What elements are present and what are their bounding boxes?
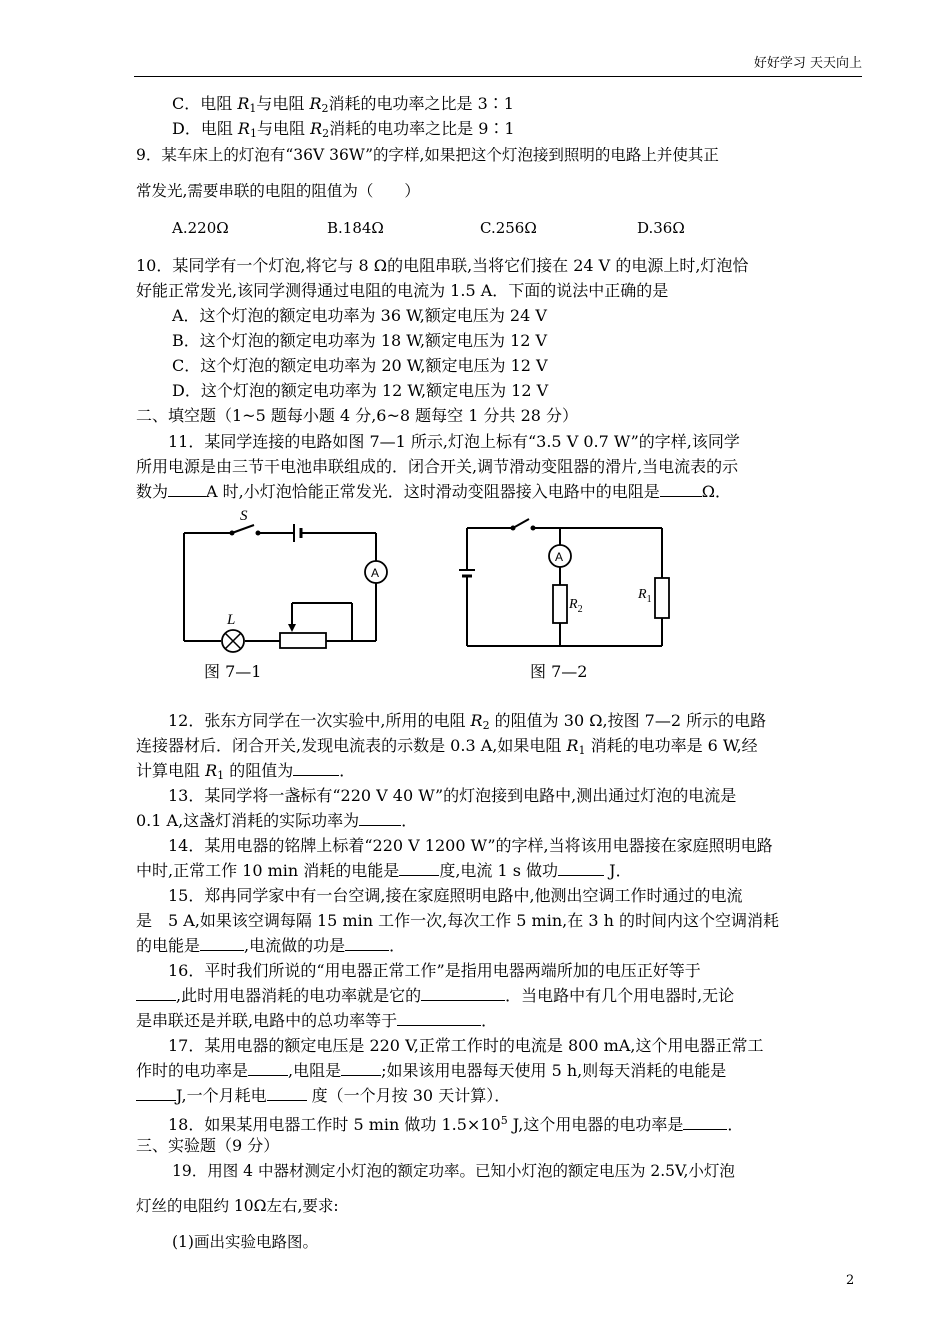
q11-line3: 数为 A 时,小灯泡恰能正常发光．这时滑动变阻器接入电路中的电阻是 Ω．: [136, 482, 732, 501]
q15-line1: 15．郑冉同学家中有一台空调,接在家庭照明电路中,他测出空调工作时通过的电流: [168, 886, 743, 905]
q9-line2: 常发光,需要串联的电阻的阻值为（ ）: [136, 182, 420, 200]
q10-line2: 好能正常发光,该同学测得通过电阻的电流为 1.5 A．下面的说法中正确的是: [136, 281, 669, 300]
q10-option-a: A．这个灯泡的额定电功率为 36 W,额定电压为 24 V: [172, 306, 547, 325]
q16-line3: 是串联还是并联,电路中的总功率等于 ．: [136, 1011, 498, 1030]
q9-line1: 9．某车床上的灯泡有“36V 36W”的字样,如果把这个灯泡接到照明的电路上并使其正: [136, 146, 719, 164]
answer-blank[interactable]: [660, 482, 702, 497]
answer-blank[interactable]: [168, 482, 206, 497]
page-header: 好好学习 天天向上: [753, 56, 862, 71]
q16-line2: ,此时用电器消耗的电功率就是它的 ．当电路中有几个用电器时,无论: [136, 986, 734, 1006]
q9-option-c: C.256Ω: [480, 219, 537, 237]
answer-blank[interactable]: [683, 1115, 727, 1130]
answer-blank[interactable]: [558, 861, 604, 876]
q19-line2: 灯丝的电阻约 10Ω左右,要求:: [136, 1197, 339, 1215]
answer-blank[interactable]: [345, 936, 389, 951]
answer-blank[interactable]: [136, 986, 176, 1001]
section-fill-in-title: 二、填空题（1~5 题每小题 4 分,6~8 题每空 1 分共 28 分）: [136, 406, 579, 425]
answer-blank[interactable]: [136, 1086, 176, 1101]
q12-line3: 计算电阻 $R_1$ 的阻值为 ．: [136, 761, 356, 782]
q17-line2: 作时的电功率是 ,电阻是 ;如果该用电器每天使用 5 h,则每天消耗的电能是: [136, 1061, 727, 1080]
q17-line1: 17．某用电器的额定电压是 220 V,正常工作时的电流是 800 mA,这个用电器正常工: [168, 1036, 764, 1055]
r1-label: $R_1$: [638, 587, 652, 605]
q14-line2: 中时,正常工作 10 min 消耗的电能是 度,电流 1 s 做功 J．: [136, 861, 632, 880]
lamp-label: L: [227, 612, 236, 628]
q9-option-a: A.220Ω: [172, 219, 229, 237]
circuit-figure-7-2: [455, 510, 680, 658]
q10-line1: 10．某同学有一个灯泡,将它与 8 Ω的电阻串联,当将它们接在 24 V 的电源上时,灯泡恰: [136, 256, 749, 275]
figure-7-1-caption: 图 7—1: [204, 662, 262, 681]
q17-line3: J,一个月耗电 度（一个月按 30 天计算）．: [136, 1086, 510, 1106]
answer-blank[interactable]: [248, 1061, 288, 1076]
ammeter-label: A: [555, 550, 564, 564]
q12-line1: 12．张东方同学在一次实验中,所用的电阻 $R_2$ 的阻值为 30 Ω,按图 7—2 所示的电路: [168, 711, 767, 732]
r2-label: $R_2$: [569, 597, 583, 615]
answer-blank[interactable]: [200, 936, 244, 951]
q19-line1: 19．用图 4 中器材测定小灯泡的额定功率。已知小灯泡的额定电压为 2.5V,小灯泡: [172, 1162, 735, 1180]
q14-line1: 14．某用电器的铭牌上标着“220 V 1200 W”的字样,当将该用电器接在家庭照明电路: [168, 836, 773, 855]
answer-blank[interactable]: [267, 1086, 307, 1101]
answer-blank[interactable]: [397, 1011, 481, 1026]
q10-option-b: B．这个灯泡的额定电功率为 18 W,额定电压为 12 V: [172, 331, 548, 350]
answer-blank[interactable]: [359, 811, 401, 826]
q16-line1: 16．平时我们所说的“用电器正常工作”是指用电器两端所加的电压正好等于: [168, 961, 701, 980]
q8-option-d: D．电阻 $R_1$与电阻 $R_2$消耗的电功率之比是 9∶1: [172, 119, 515, 140]
q12-line2: 连接器材后．闭合开关,发现电流表的示数是 0.3 A,如果电阻 $R_1$ 消耗的电功率是 6 W,经: [136, 736, 758, 757]
q11-line1: 11．某同学连接的电路如图 7—1 所示,灯泡上标有“3.5 V 0.7 W”的字样,该同学: [168, 432, 740, 451]
section-experiment-title: 三、实验题（9 分）: [136, 1136, 280, 1155]
q11-line2: 所用电源是由三节干电池串联组成的．闭合开关,调节滑动变阻器的滑片,当电流表的示: [136, 457, 739, 476]
answer-blank[interactable]: [399, 861, 439, 876]
q13-line2: 0.1 A,这盏灯消耗的实际功率为 ．: [136, 811, 418, 830]
answer-blank[interactable]: [421, 986, 505, 1001]
q9-option-d: D.36Ω: [637, 219, 685, 237]
q8-option-c: C．电阻 $R_1$与电阻 $R_2$消耗的电功率之比是 3∶1: [172, 94, 514, 115]
answer-blank[interactable]: [341, 1061, 381, 1076]
q15-line2: 是 5 A,如果该空调每隔 15 min 工作一次,每次工作 5 min,在 3 h 的时间内这个空调消耗: [136, 911, 779, 930]
q10-option-c: C．这个灯泡的额定电功率为 20 W,额定电压为 12 V: [172, 356, 548, 375]
q15-line3: 的电能是 ,电流做的功是 ．: [136, 936, 406, 955]
q10-option-d: D．这个灯泡的额定电功率为 12 W,额定电压为 12 V: [172, 381, 549, 400]
q19-line3: (1)画出实验电路图。: [172, 1233, 318, 1251]
switch-label: S: [240, 508, 248, 524]
answer-blank[interactable]: [293, 761, 339, 776]
page-number: 2: [846, 1273, 855, 1288]
ammeter-label: A: [371, 566, 380, 580]
q9-option-b: B.184Ω: [327, 219, 384, 237]
q13-line1: 13．某同学将一盏标有“220 V 40 W”的灯泡接到电路中,测出通过灯泡的电流是: [168, 786, 737, 805]
q18-line1: 18．如果某用电器工作时 5 min 做功 $1.5\times 10^5$ J,这个用电器的电功率是 ．: [168, 1114, 744, 1134]
figure-7-2-caption: 图 7—2: [530, 662, 588, 681]
header-rule: [134, 76, 862, 77]
circuit-figure-7-1: [170, 500, 400, 655]
